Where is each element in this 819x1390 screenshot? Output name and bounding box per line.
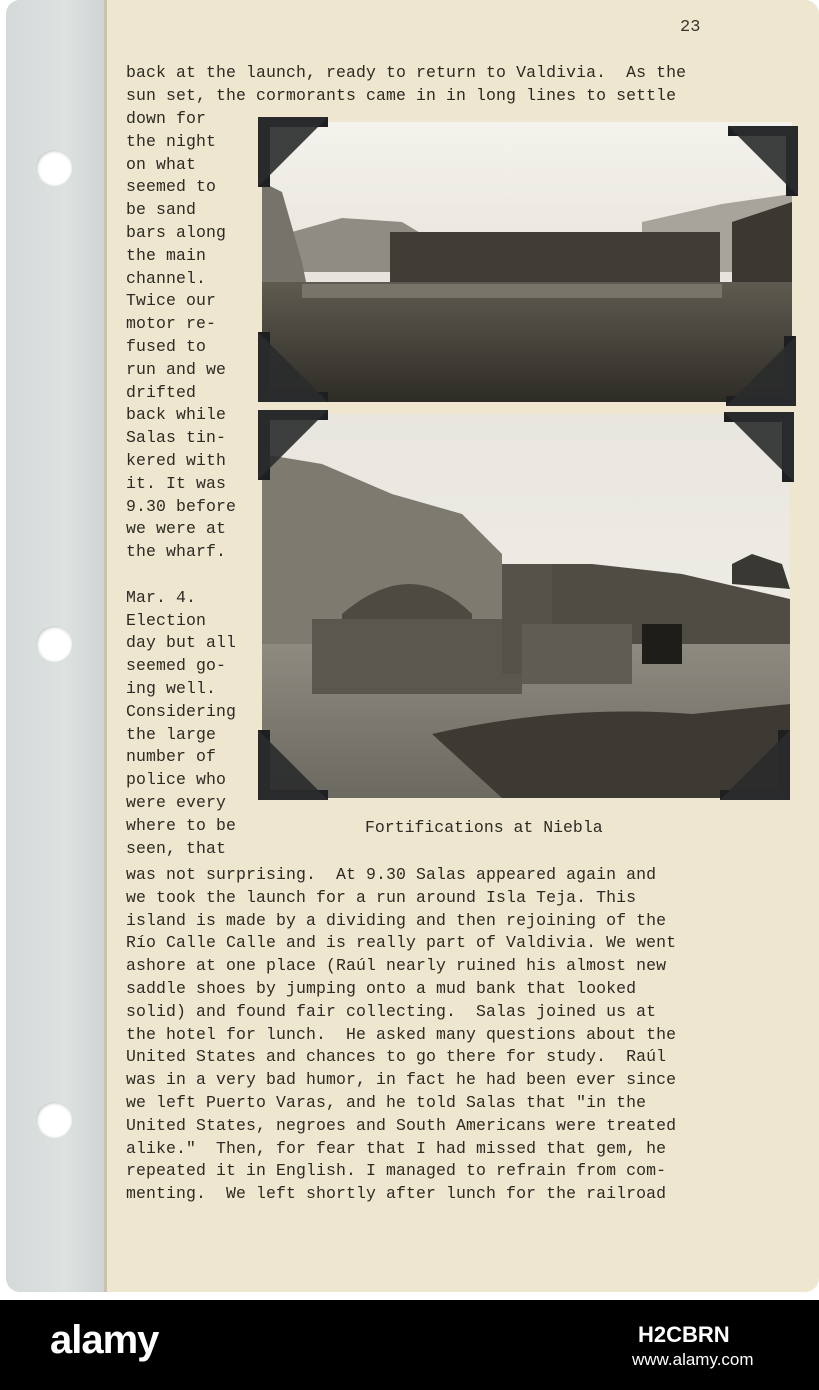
photo-fortification-ruins-image [262, 414, 790, 798]
photo-corner-mount [258, 730, 328, 800]
punch-hole [36, 1102, 72, 1138]
text-line: Considering [126, 701, 237, 721]
watermark-logo: alamy [50, 1318, 159, 1362]
text-line: we were at [126, 519, 227, 539]
text-line: saddle shoes by jumping onto a mud bank that looked [126, 979, 637, 998]
text-line: United States, negroes and South Americans were treated [126, 1115, 677, 1135]
text-line: it. It was [126, 473, 227, 493]
text-line: alike." Then, for fear that I had missed that gem, he [126, 1138, 667, 1158]
binding-edge [104, 0, 107, 1292]
text-line: Salas tin- [126, 428, 227, 448]
text-line: run and we [126, 359, 227, 379]
photo-corner-mount [720, 730, 790, 800]
text-line: drifted [126, 382, 197, 402]
text-line: United States and chances to go there for study. Raúl [126, 1047, 667, 1067]
text-line: we took the launch for a run around Isla Teja. This [126, 887, 637, 907]
text-line: menting. We left shortly after lunch for the railroad [126, 1184, 667, 1204]
text-line: was not surprising. At 9.30 Salas appeared again and [126, 865, 657, 884]
text-line: day but all [126, 633, 237, 653]
photo-corner-mount [258, 117, 328, 187]
text-line: be sand [126, 200, 197, 220]
text-line: were every [126, 793, 227, 812]
text-line: 9.30 before [126, 496, 237, 516]
text-line: ashore at one place (Raúl nearly ruined his almost new [126, 956, 667, 976]
photo-corner-mount [726, 336, 796, 406]
text-line: repeated it in English. I managed to refrain from com- [126, 1161, 667, 1181]
text-line: Río Calle Calle and is really part of Valdivia. We went [126, 933, 677, 953]
photo-corner-mount [728, 126, 798, 196]
text-line: island is made by a dividing and then rejoining of the [126, 910, 667, 930]
text-line: Twice our [126, 291, 217, 311]
text-line: Mar. 4. [126, 587, 197, 607]
punch-hole [36, 150, 72, 186]
text-line: channel. [126, 268, 207, 288]
photo-corner-mount [724, 412, 794, 482]
text-line: on what [126, 154, 197, 174]
text-line: where to be [126, 815, 237, 835]
text-line: motor re- [126, 314, 217, 334]
text-line: number of [126, 747, 217, 767]
text-line: back while [126, 405, 227, 425]
text-line: was in a very bad humor, in fact he had been ever since [126, 1070, 677, 1090]
photo-caption: Fortifications at Niebla [365, 818, 603, 837]
punch-hole [36, 626, 72, 662]
text-line: bars along [126, 223, 227, 242]
page-number: 23 [680, 18, 701, 37]
watermark-url: www.alamy.com [632, 1350, 754, 1369]
photo-corner-mount [258, 332, 328, 402]
text-line: we left Puerto Varas, and he told Salas that "in the [126, 1093, 647, 1112]
photo-fortification-wall-image [262, 122, 792, 402]
text-line: the wharf. [126, 542, 227, 562]
text-line: seemed to [126, 177, 217, 197]
text-line: back at the launch, ready to return to Valdivia. As the [126, 63, 687, 82]
text-line: the large [126, 724, 217, 744]
text-line: Election [126, 610, 207, 630]
text-line: police who [126, 770, 227, 790]
text-line: sun set, the cormorants came in in long lines to settle [126, 86, 677, 105]
text-line: ing well. [126, 679, 217, 698]
text-line: fused to [126, 337, 207, 356]
photo-fortification-ruins [262, 414, 790, 798]
text-line: seen, that [126, 838, 227, 858]
watermark-image-id: H2CBRN [638, 1322, 730, 1347]
text-line: the night [126, 131, 217, 151]
text-line: the hotel for lunch. He asked many questions about the [126, 1024, 677, 1044]
photo-corner-mount [258, 410, 328, 480]
text-line: kered with [126, 451, 227, 470]
text-line: down for [126, 109, 207, 128]
photo-fortification-wall [262, 122, 792, 402]
text-line: seemed go- [126, 656, 227, 676]
text-line: the main [126, 245, 207, 265]
text-line: solid) and found fair collecting. Salas joined us at [126, 1001, 657, 1021]
